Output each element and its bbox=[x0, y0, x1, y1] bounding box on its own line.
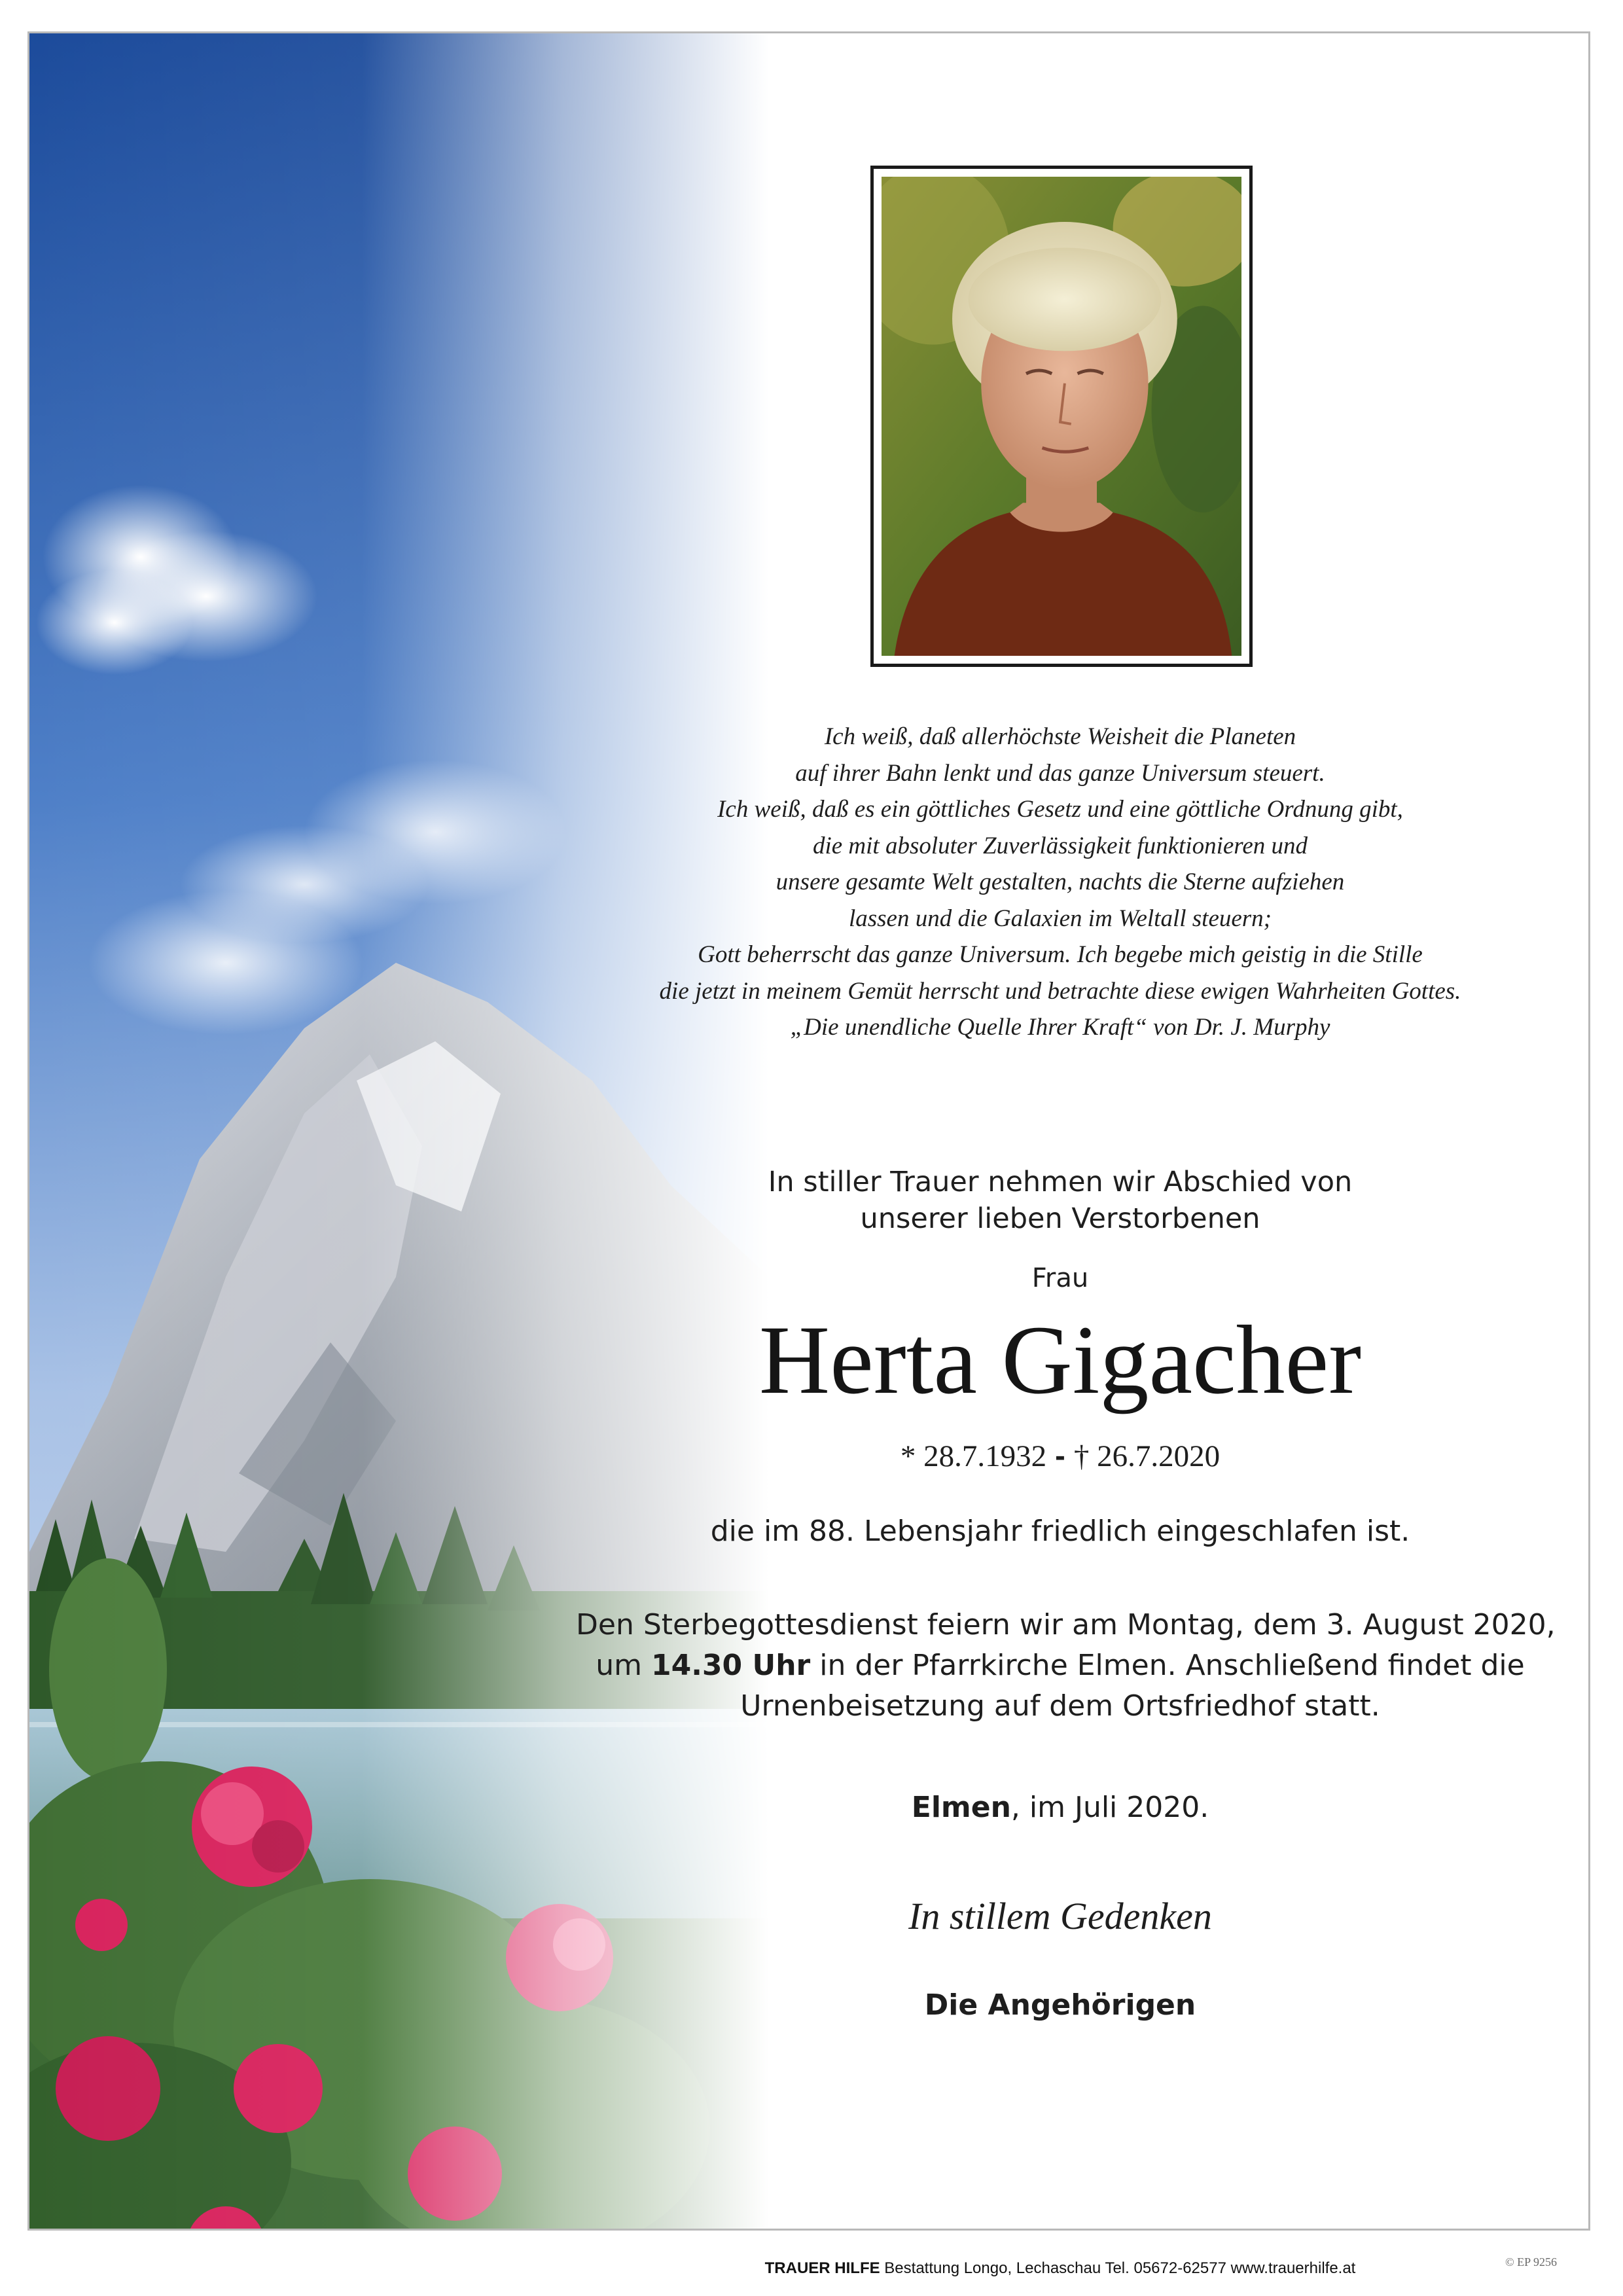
signature: Die Angehörigen bbox=[924, 1988, 1196, 2022]
verse-line: die jetzt in meinem Gemüt herrscht und betrachte diese ewigen Wahrheiten Gottes. bbox=[659, 977, 1461, 1005]
verse-line: Gott beherrscht das ganze Universum. Ich begebe mich geistig in die Stille bbox=[698, 941, 1423, 968]
verse-line: lassen und die Galaxien im Weltall steuern; bbox=[848, 905, 1272, 932]
footer bbox=[654, 2258, 1466, 2279]
service-time: 14.30 Uhr bbox=[651, 1649, 811, 1682]
verse-line: auf ihrer Bahn lenkt und das ganze Universum steuert. bbox=[795, 759, 1325, 787]
remembrance-line: In stillem Gedenken bbox=[908, 1895, 1212, 1937]
service-line: Urnenbeisetzung auf dem Ortsfriedhof statt. bbox=[740, 1689, 1380, 1723]
verse-attribution: „Die unendliche Quelle Ihrer Kraft“ von Dr. J. Murphy bbox=[790, 1014, 1330, 1041]
place-date bbox=[720, 1788, 1400, 1827]
service-details bbox=[576, 1605, 1556, 1727]
date-separator: - bbox=[1046, 1438, 1074, 1473]
farewell-intro bbox=[720, 1164, 1400, 1237]
birth-date: * 28.7.1932 bbox=[900, 1439, 1047, 1473]
footer-details: Bestattung Longo, Lechaschau Tel. 05672-62577 www.trauerhilfe.at bbox=[880, 2259, 1356, 2277]
verse-line: die mit absoluter Zuverlässigkeit funktionieren und bbox=[812, 832, 1308, 859]
town-name: Elmen bbox=[911, 1791, 1011, 1824]
life-dates bbox=[720, 1436, 1400, 1476]
portrait-frame bbox=[870, 166, 1253, 667]
farewell-line: unserer lieben Verstorbenen bbox=[860, 1202, 1260, 1235]
date-text: , im Juli 2020. bbox=[1010, 1791, 1209, 1824]
verse-line: unsere gesamte Welt gestalten, nachts die Sterne aufziehen bbox=[776, 869, 1345, 895]
service-line: Den Sterbegottesdienst feiern wir am Montag, dem 3. August 2020, bbox=[576, 1608, 1556, 1641]
age-statement: die im 88. Lebensjahr friedlich eingeschlafen ist. bbox=[710, 1515, 1410, 1548]
catalog-number: © EP 9256 bbox=[1505, 2255, 1558, 2269]
verse-line: Ich weiß, daß es ein göttliches Gesetz und eine göttliche Ordnung gibt, bbox=[717, 796, 1403, 823]
farewell-line: In stiller Trauer nehmen wir Abschied von bbox=[768, 1166, 1353, 1198]
verse-line: Ich weiß, daß allerhöchste Weisheit die Planeten bbox=[824, 723, 1296, 750]
deceased-name: Herta Gigacher bbox=[758, 1306, 1362, 1414]
verse-quote bbox=[609, 719, 1512, 1046]
death-date: † 26.7.2020 bbox=[1073, 1439, 1221, 1473]
service-text: um bbox=[596, 1649, 651, 1682]
service-text: in der Pfarrkirche Elmen. Anschließend findet die bbox=[810, 1649, 1525, 1682]
salutation: Frau bbox=[1031, 1263, 1089, 1293]
footer-brand: TRAUER HILFE bbox=[764, 2259, 880, 2277]
portrait-photo bbox=[882, 177, 1241, 656]
landscape-image bbox=[29, 33, 769, 2229]
service-line bbox=[576, 1645, 1544, 1686]
